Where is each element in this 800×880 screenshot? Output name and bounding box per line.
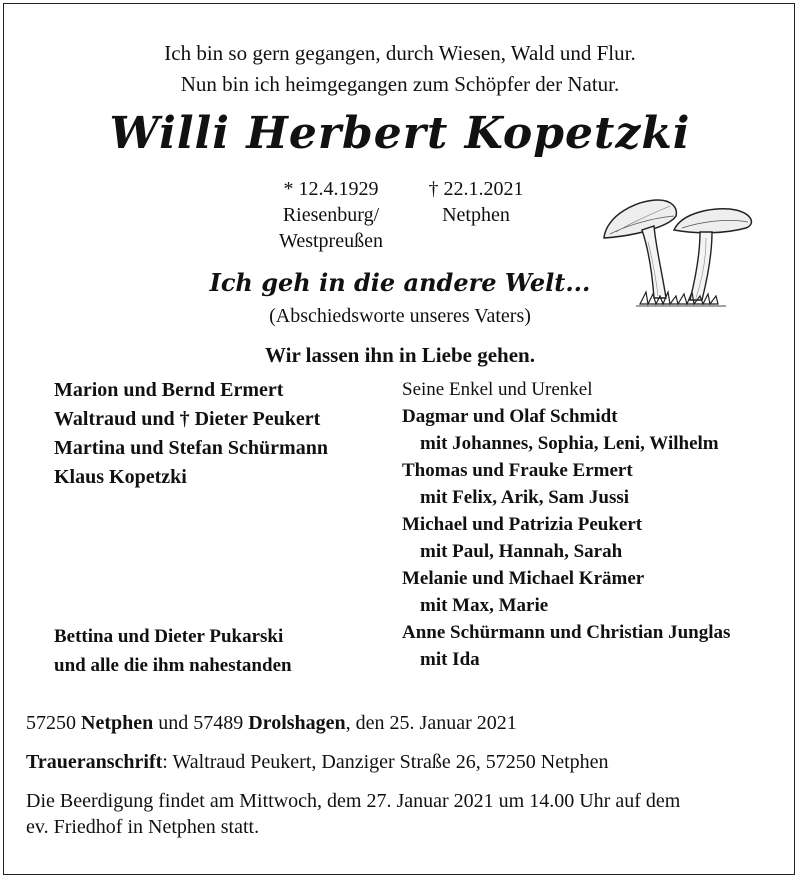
birthplace-line-2: Westpreußen [279,230,383,252]
family-left-entry: Marion und Bernd Ermert [54,379,284,401]
death-info [416,176,536,228]
birth-info [276,176,386,254]
family-right-children: mit Johannes, Sophia, Leni, Wilhelm [420,433,719,454]
zip-2: 57489 [193,712,244,734]
deceased-name: Willi Herbert Kopetzki [109,108,691,159]
mourning-address [26,749,609,775]
family-right [402,376,730,673]
family-right-name: Melanie und Michael Krämer [402,568,645,589]
motto: Wir lassen ihn in Liebe gehen. [265,343,535,367]
family-left [54,376,328,492]
notice-date: , den 25. Januar 2021 [345,712,517,734]
grandchildren-header: Seine Enkel und Urenkel [402,379,593,400]
family-right-children: mit Felix, Arik, Sam Jussi [420,487,630,508]
family-right-children: mit Paul, Hannah, Sarah [420,541,623,562]
town-2: Drolshagen [248,712,346,734]
farewell-quote: Ich geh in die andere Welt... [209,268,591,297]
and-word: und [158,712,189,734]
death-date: † 22.1.2021 [428,178,524,200]
address-text: : Waltraud Peukert, Danziger Straße 26, 57250 Netphen [162,751,609,773]
poem-line-2: Nun bin ich heimgegangen zum Schöpfer der Natur. [180,72,620,96]
family-right-name: Michael und Patrizia Peukert [402,514,643,535]
funeral-line-1: Die Beerdigung findet am Mittwoch, dem 27. Januar 2021 um 14.00 Uhr auf dem [26,790,681,812]
family-right-name: Thomas und Frauke Ermert [402,460,633,481]
family-left-entry: Martina und Stefan Schürmann [54,437,328,459]
family-right-children: mit Ida [420,649,480,670]
zip-1: 57250 [26,712,76,734]
funeral-info [26,788,680,840]
address-label: Traueranschrift [26,751,163,773]
farewell-quote-subtitle: (Abschiedsworte unseres Vaters) [269,305,531,327]
family-left-bottom-entry: und alle die ihm nahestanden [54,655,292,676]
family-left-entry: Klaus Kopetzki [54,466,187,488]
family-right-name: Anne Schürmann und Christian Junglas [402,622,731,643]
family-left-bottom-entry: Bettina und Dieter Pukarski [54,626,284,647]
poem-line-1: Ich bin so gern gegangen, durch Wiesen, Wald und Flur. [164,41,636,65]
family-left-entry: Waltraud und † Dieter Peukert [54,408,321,430]
town-1: Netphen [81,712,154,734]
family-left-bottom [54,622,292,680]
birthplace-line-1: Riesenburg/ [282,204,380,226]
family-right-children: mit Max, Marie [420,595,549,616]
poem [0,38,800,100]
family-right-name: Dagmar und Olaf Schmidt [402,406,618,427]
death-place: Netphen [442,204,510,226]
funeral-line-2: ev. Friedhof in Netphen statt. [26,816,260,838]
place-date-line [26,710,517,736]
birth-date: * 12.4.1929 [283,178,379,200]
